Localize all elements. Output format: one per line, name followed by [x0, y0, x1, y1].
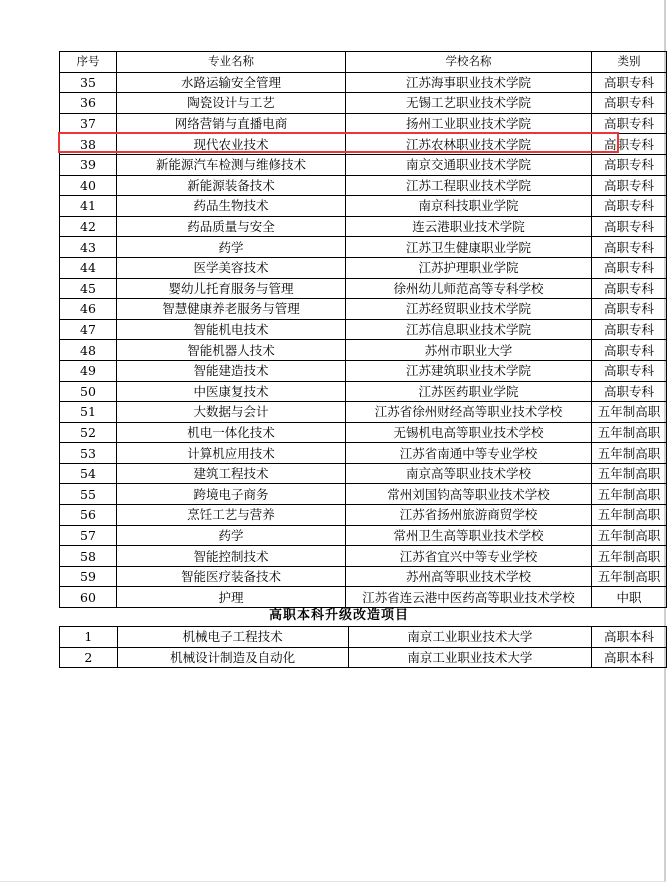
- cell-major: 网络营销与直播电商: [117, 113, 346, 134]
- table-row: [60, 484, 667, 505]
- table-row: [60, 278, 667, 299]
- cell-school: 连云港职业技术学院: [345, 216, 591, 237]
- cell-school: 南京高等职业技术学校: [345, 463, 591, 484]
- header-major: 专业名称: [117, 52, 346, 73]
- cell-school: 苏州高等职业技术学校: [345, 566, 591, 587]
- cell-school: 江苏护理职业学院: [345, 257, 591, 278]
- cell-school: 江苏省连云港中医药高等职业技术学校: [345, 587, 591, 608]
- cell-type: 高职专科: [592, 134, 667, 155]
- cell-major: 机械电子工程技术: [117, 627, 348, 648]
- cell-no: 58: [60, 546, 117, 567]
- header-no: 序号: [60, 52, 117, 73]
- cell-type: 五年制高职: [592, 546, 667, 567]
- cell-no: 60: [60, 587, 117, 608]
- cell-major: 烹饪工艺与营养: [117, 505, 346, 526]
- table-row: [60, 381, 667, 402]
- cell-no: 44: [60, 257, 117, 278]
- table-row: [60, 647, 667, 668]
- cell-no: 49: [60, 360, 117, 381]
- cell-major: 中医康复技术: [117, 381, 346, 402]
- cell-no: 51: [60, 402, 117, 423]
- cell-major: 药品生物技术: [117, 196, 346, 217]
- cell-type: 高职本科: [592, 627, 667, 648]
- table-row: [60, 463, 667, 484]
- cell-school: 南京科技职业学院: [345, 196, 591, 217]
- cell-no: 42: [60, 216, 117, 237]
- cell-major: 建筑工程技术: [117, 463, 346, 484]
- cell-school: 江苏经贸职业技术学院: [345, 299, 591, 320]
- cell-no: 39: [60, 154, 117, 175]
- cell-school: 徐州幼儿师范高等专科学校: [345, 278, 591, 299]
- cell-major: 智能控制技术: [117, 546, 346, 567]
- cell-no: 43: [60, 237, 117, 258]
- cell-no: 57: [60, 525, 117, 546]
- cell-type: 高职专科: [592, 299, 667, 320]
- cell-school: 常州卫生高等职业技术学校: [345, 525, 591, 546]
- table-row: [60, 587, 667, 608]
- cell-no: 1: [60, 627, 118, 648]
- cell-major: 计算机应用技术: [117, 443, 346, 464]
- cell-no: 56: [60, 505, 117, 526]
- cell-school: 江苏海事职业技术学院: [345, 72, 591, 93]
- cell-type: 高职专科: [592, 154, 667, 175]
- cell-type: 五年制高职: [592, 525, 667, 546]
- cell-major: 医学美容技术: [117, 257, 346, 278]
- cell-school: 常州刘国钧高等职业技术学校: [345, 484, 591, 505]
- cell-type: 中职: [592, 587, 667, 608]
- table-row: [60, 93, 667, 114]
- cell-school: 扬州工业职业技术学院: [345, 113, 591, 134]
- cell-no: 46: [60, 299, 117, 320]
- cell-school: 苏州市职业大学: [345, 340, 591, 361]
- cell-school: 江苏农林职业技术学院: [345, 134, 591, 155]
- table-row: [60, 566, 667, 587]
- cell-school: 南京工业职业技术大学: [348, 627, 591, 648]
- cell-major: 新能源汽车检测与维修技术: [117, 154, 346, 175]
- cell-school: 江苏省南通中等专业学校: [345, 443, 591, 464]
- upgrade-projects-table: [59, 626, 667, 668]
- table-row: [60, 113, 667, 134]
- cell-school: 无锡机电高等职业技术学校: [345, 422, 591, 443]
- cell-no: 35: [60, 72, 117, 93]
- cell-major: 水路运输安全管理: [117, 72, 346, 93]
- table-row: [60, 360, 667, 381]
- cell-no: 41: [60, 196, 117, 217]
- cell-no: 53: [60, 443, 117, 464]
- cell-no: 37: [60, 113, 117, 134]
- cell-type: 高职专科: [592, 381, 667, 402]
- table-row: [60, 257, 667, 278]
- table-row: [60, 627, 667, 648]
- cell-major: 现代农业技术: [117, 134, 346, 155]
- cell-major: 智慧健康养老服务与管理: [117, 299, 346, 320]
- cell-type: 高职专科: [592, 72, 667, 93]
- cell-type: 高职专科: [592, 278, 667, 299]
- cell-no: 47: [60, 319, 117, 340]
- cell-major: 药学: [117, 237, 346, 258]
- cell-major: 机电一体化技术: [117, 422, 346, 443]
- table-row: [60, 340, 667, 361]
- cell-major: 陶瓷设计与工艺: [117, 93, 346, 114]
- cell-no: 36: [60, 93, 117, 114]
- cell-no: 59: [60, 566, 117, 587]
- cell-school: 江苏省扬州旅游商贸学校: [345, 505, 591, 526]
- cell-major: 药品质量与安全: [117, 216, 346, 237]
- cell-school: 南京工业职业技术大学: [348, 647, 591, 668]
- table-row: [60, 319, 667, 340]
- cell-no: 50: [60, 381, 117, 402]
- cell-no: 38: [60, 134, 117, 155]
- table-row: [60, 546, 667, 567]
- table-row: [60, 525, 667, 546]
- table-row: [60, 505, 667, 526]
- cell-type: 五年制高职: [592, 484, 667, 505]
- cell-no: 52: [60, 422, 117, 443]
- cell-type: 高职专科: [592, 360, 667, 381]
- table-row: [60, 134, 667, 155]
- cell-type: 五年制高职: [592, 566, 667, 587]
- cell-major: 护理: [117, 587, 346, 608]
- cell-major: 新能源装备技术: [117, 175, 346, 196]
- header-type: 类别: [592, 52, 667, 73]
- cell-type: 高职专科: [592, 340, 667, 361]
- cell-type: 高职专科: [592, 196, 667, 217]
- table-header-row: [60, 52, 667, 73]
- cell-type: 高职专科: [592, 237, 667, 258]
- cell-major: 跨境电子商务: [117, 484, 346, 505]
- cell-school: 江苏省宜兴中等专业学校: [345, 546, 591, 567]
- table-row: [60, 154, 667, 175]
- cell-major: 婴幼儿托育服务与管理: [117, 278, 346, 299]
- cell-school: 南京交通职业技术学院: [345, 154, 591, 175]
- cell-major: 智能机电技术: [117, 319, 346, 340]
- cell-school: 江苏医药职业学院: [345, 381, 591, 402]
- cell-major: 智能机器人技术: [117, 340, 346, 361]
- cell-type: 五年制高职: [592, 505, 667, 526]
- table-row: [60, 72, 667, 93]
- cell-no: 45: [60, 278, 117, 299]
- cell-type: 高职专科: [592, 257, 667, 278]
- cell-school: 江苏信息职业技术学院: [345, 319, 591, 340]
- cell-school: 无锡工艺职业技术学院: [345, 93, 591, 114]
- cell-type: 高职专科: [592, 319, 667, 340]
- table-row: [60, 402, 667, 423]
- cell-major: 大数据与会计: [117, 402, 346, 423]
- table-row: [60, 299, 667, 320]
- table-row: [60, 443, 667, 464]
- cell-type: 五年制高职: [592, 463, 667, 484]
- table-row: [60, 237, 667, 258]
- majors-table: [59, 51, 667, 608]
- cell-major: 药学: [117, 525, 346, 546]
- table-row: [60, 422, 667, 443]
- cell-no: 55: [60, 484, 117, 505]
- cell-type: 高职专科: [592, 113, 667, 134]
- cell-school: 江苏建筑职业技术学院: [345, 360, 591, 381]
- cell-type: 五年制高职: [592, 443, 667, 464]
- cell-type: 高职本科: [592, 647, 667, 668]
- cell-no: 48: [60, 340, 117, 361]
- cell-no: 40: [60, 175, 117, 196]
- cell-major: 智能医疗装备技术: [117, 566, 346, 587]
- cell-major: 智能建造技术: [117, 360, 346, 381]
- table-row: [60, 216, 667, 237]
- cell-type: 高职专科: [592, 216, 667, 237]
- cell-school: 江苏省徐州财经高等职业技术学校: [345, 402, 591, 423]
- cell-no: 54: [60, 463, 117, 484]
- table-row: [60, 196, 667, 217]
- cell-type: 五年制高职: [592, 402, 667, 423]
- table-row: [60, 175, 667, 196]
- header-school: 学校名称: [345, 52, 591, 73]
- cell-type: 高职专科: [592, 175, 667, 196]
- section-title: 高职本科升级改造项目: [268, 608, 409, 623]
- cell-type: 五年制高职: [592, 422, 667, 443]
- cell-school: 江苏卫生健康职业学院: [345, 237, 591, 258]
- cell-major: 机械设计制造及自动化: [117, 647, 348, 668]
- cell-no: 2: [60, 647, 118, 668]
- cell-type: 高职专科: [592, 93, 667, 114]
- cell-school: 江苏工程职业技术学院: [345, 175, 591, 196]
